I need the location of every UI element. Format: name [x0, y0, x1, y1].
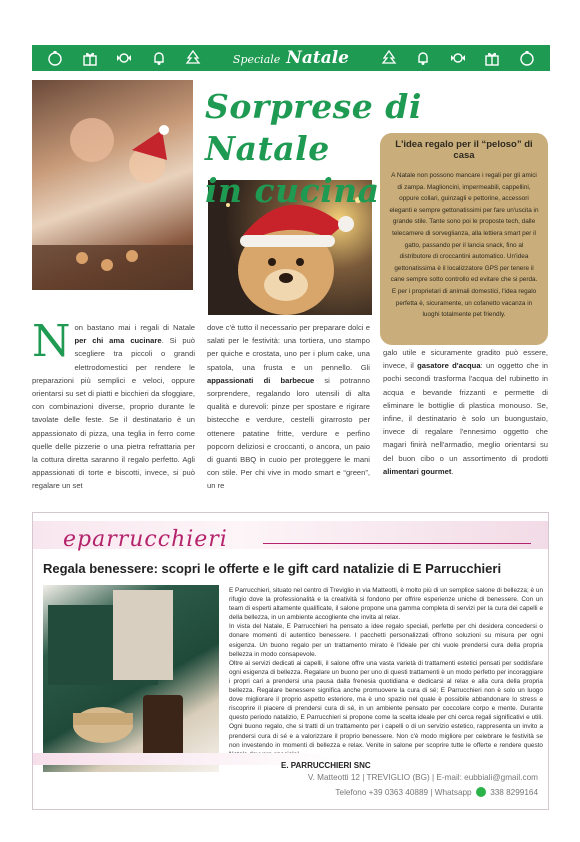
col3-highlight1: gasatore d'acqua	[417, 361, 481, 371]
tree-icon	[380, 49, 398, 67]
dropcap: N	[32, 316, 71, 367]
col2-highlight: appassionati di barbecue	[207, 375, 315, 385]
pet-gift-box-title: L'idea regalo per il “peloso” di casa	[395, 139, 533, 161]
col3-text1: galo utile e sicuramente gradito può essere, invece, il	[383, 348, 548, 371]
ornament-icon	[518, 49, 536, 67]
banner-title	[219, 48, 363, 68]
col3-highlight2: alimentari gourmet	[383, 466, 452, 476]
col2-text2: si potranno sorprendere, regalando loro utensili di alta qualità e durevoli: pinze per spostare e rigirare bistecche e verdure, cestelli girarrosto per ottenere patatine fritte, verdure e perfino popcorn deliziosi e croccanti, o ancora, un paio di guanti BBQ in cuoio per proteggere le mani con stile. Per chi vive in modo smart e “green”, un re	[207, 375, 370, 491]
col3-text2: : un oggetto che in pochi secondi trasforma l'acqua del rubinetto in acqua e bevande frizzanti e permette di eliminare le bottiglie di plastica monouso. Se, infine, il destinatario è solo un buongustaio, invece di regalare l'ennesimo oggetto che magari finirà nell'armadio, meglio orientarsi su del buon cibo o un assortimento di prodotti	[383, 361, 548, 463]
article-title-line1: Sorprese di Natale	[205, 87, 422, 168]
candy-icon	[115, 49, 133, 67]
ad-address: V. Matteotti 12 | TREVIGLIO (BG) | E-mail: eubbiali@gmail.com	[307, 773, 538, 782]
section-banner	[32, 45, 550, 71]
col2-text1: dove c'è tutto il necessario per preparare dolci e salati per le festività: una tortiera, uno stampo per quiche e crostata, uno per i plum cake, una spatola, una frusta e un pennello. Gli	[207, 323, 370, 372]
banner-speciale: Speciale	[232, 53, 281, 66]
gift-icon	[81, 49, 99, 67]
ad-contacts	[286, 787, 538, 797]
ornament-icon	[46, 49, 64, 67]
tree-icon	[184, 49, 202, 67]
banner-natale: Natale	[286, 48, 349, 68]
ad-logo-line	[263, 543, 531, 544]
article-column-3	[383, 346, 548, 478]
ad-phone: Telefono +39 0363 40889 | Whatsapp	[335, 788, 472, 797]
bell-icon	[150, 49, 168, 67]
gift-icon	[483, 49, 501, 67]
article-column-1	[32, 316, 195, 493]
col1-highlight: per chi ama cucinare	[74, 336, 162, 346]
pet-gift-box-text: A Natale non possono mancare i regali per gli amici di zampa. Maglioncini, impermeabili, cappellini, oppure collari, guinzagli e pettorine, accessori eleganti e sempre gettonatissimi per fare un'uscita in grande stile. Tante sono poi le proposte tech, dalle telecamere di sorveglianza, alla lettiera smart per il gatto, passando per il lancia snack, fino al distributore di croccantini automatico. Un'idea gettonatissima è il localizzatore GPS per tenere il cane sempre sotto controllo ed evitare che si perda. E per i proprietari di animali domestici, l'idea regalo perfetta è, sicuramente, un cofanetto vacanza in luoghi totalmente pet friendly.	[389, 172, 539, 319]
col3-end: .	[451, 466, 454, 476]
ad-logo: eparrucchieri	[63, 527, 228, 552]
candy-icon	[449, 49, 467, 67]
ad-body-p2: In vista del Natale, E Parrucchieri ha pensato a idee regalo speciali, perfette per chi desidera concedersi o donare momenti di autentico benessere. I pacchetti personalizzati offrono soluzioni su misura per ogni esigenza. Un buono regalo per un trattamento mirato è l'ideale per chi vuole prendersi cura della propria bellezza in modo consapevole.	[229, 623, 543, 658]
advertisement-eparrucchieri	[32, 512, 549, 810]
ad-body-p1: E Parrucchieri, situato nel centro di Treviglio in via Matteotti, è molto più di un semplice salone di bellezza; è un rifugio dove la professionalità e la creatività si fondono per offrire esperienze uniche di benessere. Con un team di esperti altamente qualificate, il salone propone una gamma completa di servizi per la cura dei capelli e della bellezza, in un ambiente accogliente che invita al relax.	[229, 587, 543, 622]
ad-body-p3: Oltre ai servizi dedicati ai capelli, il salone offre una vasta varietà di trattamenti estetici pensati per soddisfare ogni esigenza di bellezza. Regalare un buono per uno di questi trattamenti è un modo perfetto per incoraggiare i propri cari a prendersi una pausa dalla frenesia quotidiana e dedicarsi al relax e alla cura della propria bellezza. Regalare benessere significa anche promuovere la cura di sé; E Parrucchieri non è solo un luogo dove migliorare il proprio aspetto esteriore, ma è uno spazio nel quale è possibile abbandonare lo stress e riscoprire il piacere di prendersi cura di sé, in un ambiente pensato per coccolare corpo e mente. Durante questo periodo natalizio, E Parrucchieri si propone come la scelta ideale per chi cerca regali significativi e utili. Ogni buono regalo, che si tratti di un trattamento per i capelli o di un servizio estetico, rappresenta un invito a prendersi cura di sé e a valorizzare il proprio benessere. Non c'è modo migliore per celebrare le festività se non investendo in momenti di bellezza e relax. Venite in salone per scoprire tutte le offerte e rendere questo	[229, 659, 543, 749]
article-title-line2: in cucina	[205, 171, 380, 210]
photo-family-baking	[32, 80, 193, 290]
whatsapp-icon	[476, 787, 486, 797]
ad-whatsapp[interactable]: 338 8299164	[490, 788, 538, 797]
ad-photo-gift-box	[43, 585, 219, 772]
col1-text: . Si può scegliere tra piccoli o grandi elettrodomestici per rendere le preparazioni più semplici e veloci, oppure orientarsi su set di piatti e bicchieri da sfoggiare, con combinazioni diverse, proprio durante le tavolate delle feste. Se il destinatario è un appassionato di pizza, una teglia in ferro come quelle delle pizzerie o una pietra refrattaria per la cottura diretta saranno il regalo perfetto. Agli appassionati di torte e biscotti, invece, si può regalare un set	[32, 336, 195, 491]
col1-lead: on bastano mai i regali di Natale	[74, 323, 195, 332]
article-column-2	[207, 321, 370, 493]
ad-headline: Regala benessere: scopri le offerte e le gift card natalizie di E Parrucchieri	[43, 561, 502, 576]
ad-company: E. PARRUCCHIERI SNC	[281, 761, 371, 770]
pet-gift-box	[380, 133, 548, 345]
ad-body	[229, 586, 543, 759]
bell-icon	[414, 49, 432, 67]
